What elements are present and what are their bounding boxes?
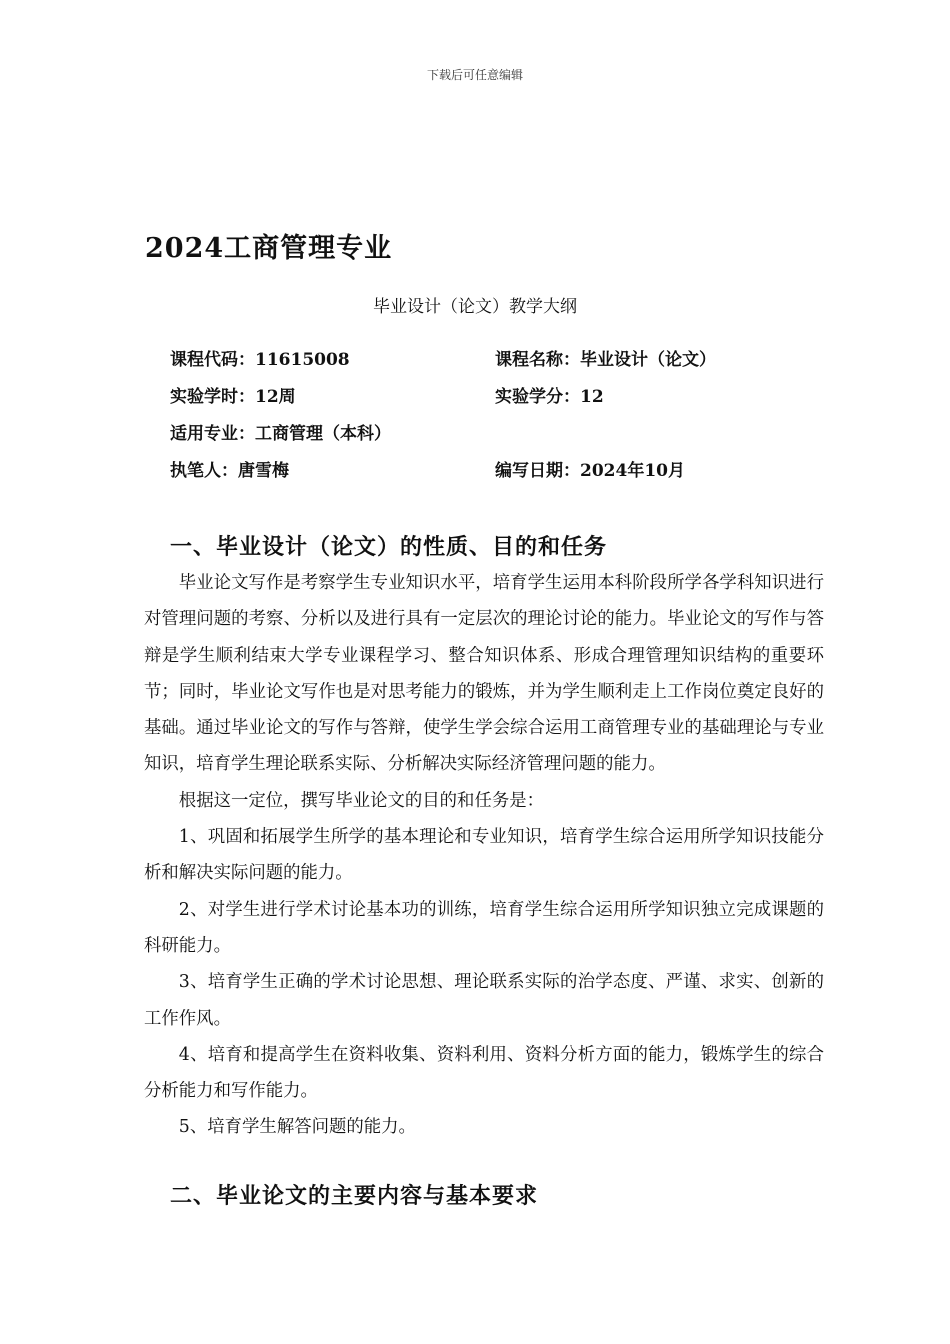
major-value: 工商管理（本科）: [255, 424, 391, 444]
section1-paragraph: 毕业论文写作是考察学生专业知识水平，培育学生运用本科阶段所学各学科知识进行对管理问题的考察、分析以及进行具有一定层次的理论讨论的能力。毕业论文的写作与答辩是学生顺利结束大学专业课程学习、整合知识体系、形成合理管理知识结构的重要环节；同时，毕业论文写作也是对思考能力的锻炼，并为学生顺利走上工作岗位奠定良好的基础。通过毕业论文的写作与答辩，使学生学会综合运用工商管理专业的基础理论与专业知识，培育学生理论联系实际、分析解决实际经济管理问题的能力。: [144, 573, 824, 775]
author-field: [170, 456, 289, 481]
document-subtitle: 毕业设计（论文）教学大纲: [373, 297, 577, 317]
section1-paragraph: 根据这一定位，撰写毕业论文的目的和任务是：: [178, 790, 545, 811]
info-row-code-name: [170, 345, 810, 382]
info-row-hours-credits: [170, 382, 810, 419]
section1-list-item: 2、对学生进行学术讨论基本功的训练，培育学生综合运用所学知识独立完成课题的科研能力。: [144, 899, 824, 956]
section1-list-item: 3、培育学生正确的学术讨论思想、理论联系实际的治学态度、严谨、求实、创新的工作作风。: [144, 972, 824, 1029]
date-label: 编写日期：: [495, 461, 580, 481]
section1-list-item: 4、培育和提高学生在资料收集、资料利用、资料分析方面的能力，锻炼学生的综合分析能力和写作能力。: [144, 1044, 824, 1102]
document-title: 2024工商管理专业: [145, 233, 393, 264]
major-field: [170, 419, 391, 444]
section1-heading: 一、毕业设计（论文）的性质、目的和任务: [170, 534, 608, 560]
section2-heading: 二、毕业论文的主要内容与基本要求: [170, 1183, 539, 1209]
credits-value: 12: [580, 387, 604, 407]
page-header-note: 下载后可任意编辑: [426, 68, 523, 82]
info-row-major: [170, 419, 810, 456]
date-field: [495, 456, 685, 481]
author-value: 唐雪梅: [238, 461, 289, 481]
author-label: 执笔人：: [170, 461, 238, 481]
course-name-label: 课程名称：: [495, 350, 580, 370]
hours-label: 实验学时：: [170, 387, 255, 407]
hours-value: 12周: [255, 387, 296, 407]
major-label: 适用专业：: [170, 424, 255, 444]
section1-body: [144, 565, 824, 1146]
hours-field: [170, 382, 296, 407]
section1-list-item: 1、巩固和拓展学生所学的基本理论和专业知识，培育学生综合运用所学知识技能分析和解决实际问题的能力。: [144, 827, 824, 884]
info-row-author-date: [170, 456, 810, 493]
credits-label: 实验学分：: [495, 387, 580, 407]
course-code-value: 11615008: [255, 350, 350, 370]
course-name-value: 毕业设计（论文）: [580, 350, 716, 370]
date-value: 2024年10月: [580, 461, 685, 481]
course-code-label: 课程代码：: [170, 350, 255, 370]
section1-list-item: 5、培育学生解答问题的能力。: [178, 1117, 416, 1138]
credits-field: [495, 382, 604, 407]
course-name-field: [495, 345, 716, 370]
course-info-grid: [170, 345, 810, 493]
course-code-field: [170, 345, 350, 370]
